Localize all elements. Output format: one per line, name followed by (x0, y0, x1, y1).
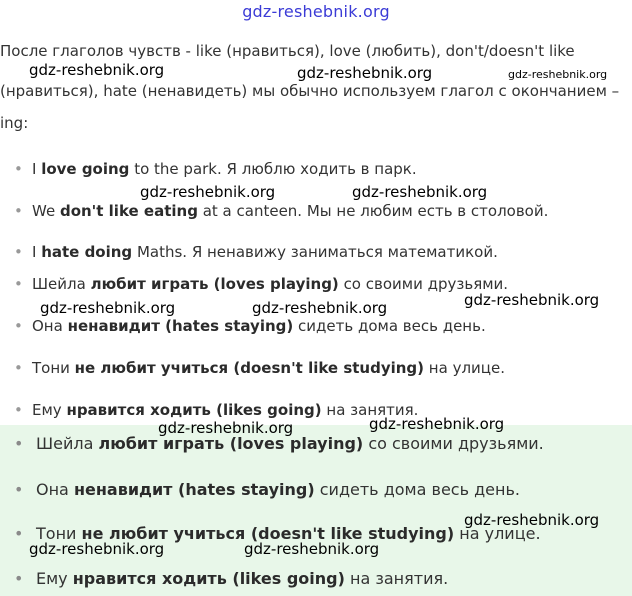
watermark-text: gdz-reshebnik.org (369, 415, 505, 433)
list-item: • Тони не любит учиться (doesn't like studying) на улице. (14, 358, 614, 378)
list-item: • We don't like eating at a canteen. Мы не любим есть в столовой. (14, 201, 614, 221)
list-item: • Шейла любит играть (loves playing) со своими друзьями. (14, 274, 614, 294)
watermark-text: gdz-reshebnik.org (508, 68, 608, 81)
watermark-text: gdz-reshebnik.org (29, 61, 165, 79)
list-item: • Шейла любит играть (loves playing) со своими друзьями. (14, 434, 624, 454)
watermark-text: gdz-reshebnik.org (252, 299, 388, 317)
watermark-text: gdz-reshebnik.org (29, 540, 165, 558)
list-item: • I love going to the park. Я люблю ходить в парк. (14, 159, 614, 179)
watermark-text: gdz-reshebnik.org (464, 511, 600, 529)
watermark-text: gdz-reshebnik.org (158, 419, 294, 437)
watermark-text: gdz-reshebnik.org (140, 183, 276, 201)
intro-line-3: ing: (0, 114, 29, 132)
list-item: • Она ненавидит (hates staying) сидеть дома весь день. (14, 480, 624, 500)
intro-line-2: (нравиться), hate (ненавидеть) мы обычно используем глагол с окончанием – (0, 82, 620, 100)
list-item: • Ему нравится ходить (likes going) на занятия. (14, 400, 614, 420)
intro-paragraph (0, 41, 625, 133)
list-item: • I hate doing Maths. Я ненавижу заниматься математикой. (14, 242, 614, 262)
watermark-text: gdz-reshebnik.org (40, 299, 176, 317)
watermark-text: gdz-reshebnik.org (464, 291, 600, 309)
list-item: • Тони не любит учиться (doesn't like studying) на улице. (14, 524, 624, 544)
site-header-link[interactable]: gdz-reshebnik.org (242, 2, 390, 21)
watermark-text: gdz-reshebnik.org (352, 183, 488, 201)
list-item: • Ему нравится ходить (likes going) на занятия. (14, 569, 624, 589)
intro-line-1: После глаголов чувств - like (нравиться), love (любить), don't/doesn't like (0, 42, 575, 60)
list-item: • Она ненавидит (hates staying) сидеть дома весь день. (14, 316, 614, 336)
watermark-text: gdz-reshebnik.org (244, 540, 380, 558)
watermark-text: gdz-reshebnik.org (297, 64, 433, 82)
